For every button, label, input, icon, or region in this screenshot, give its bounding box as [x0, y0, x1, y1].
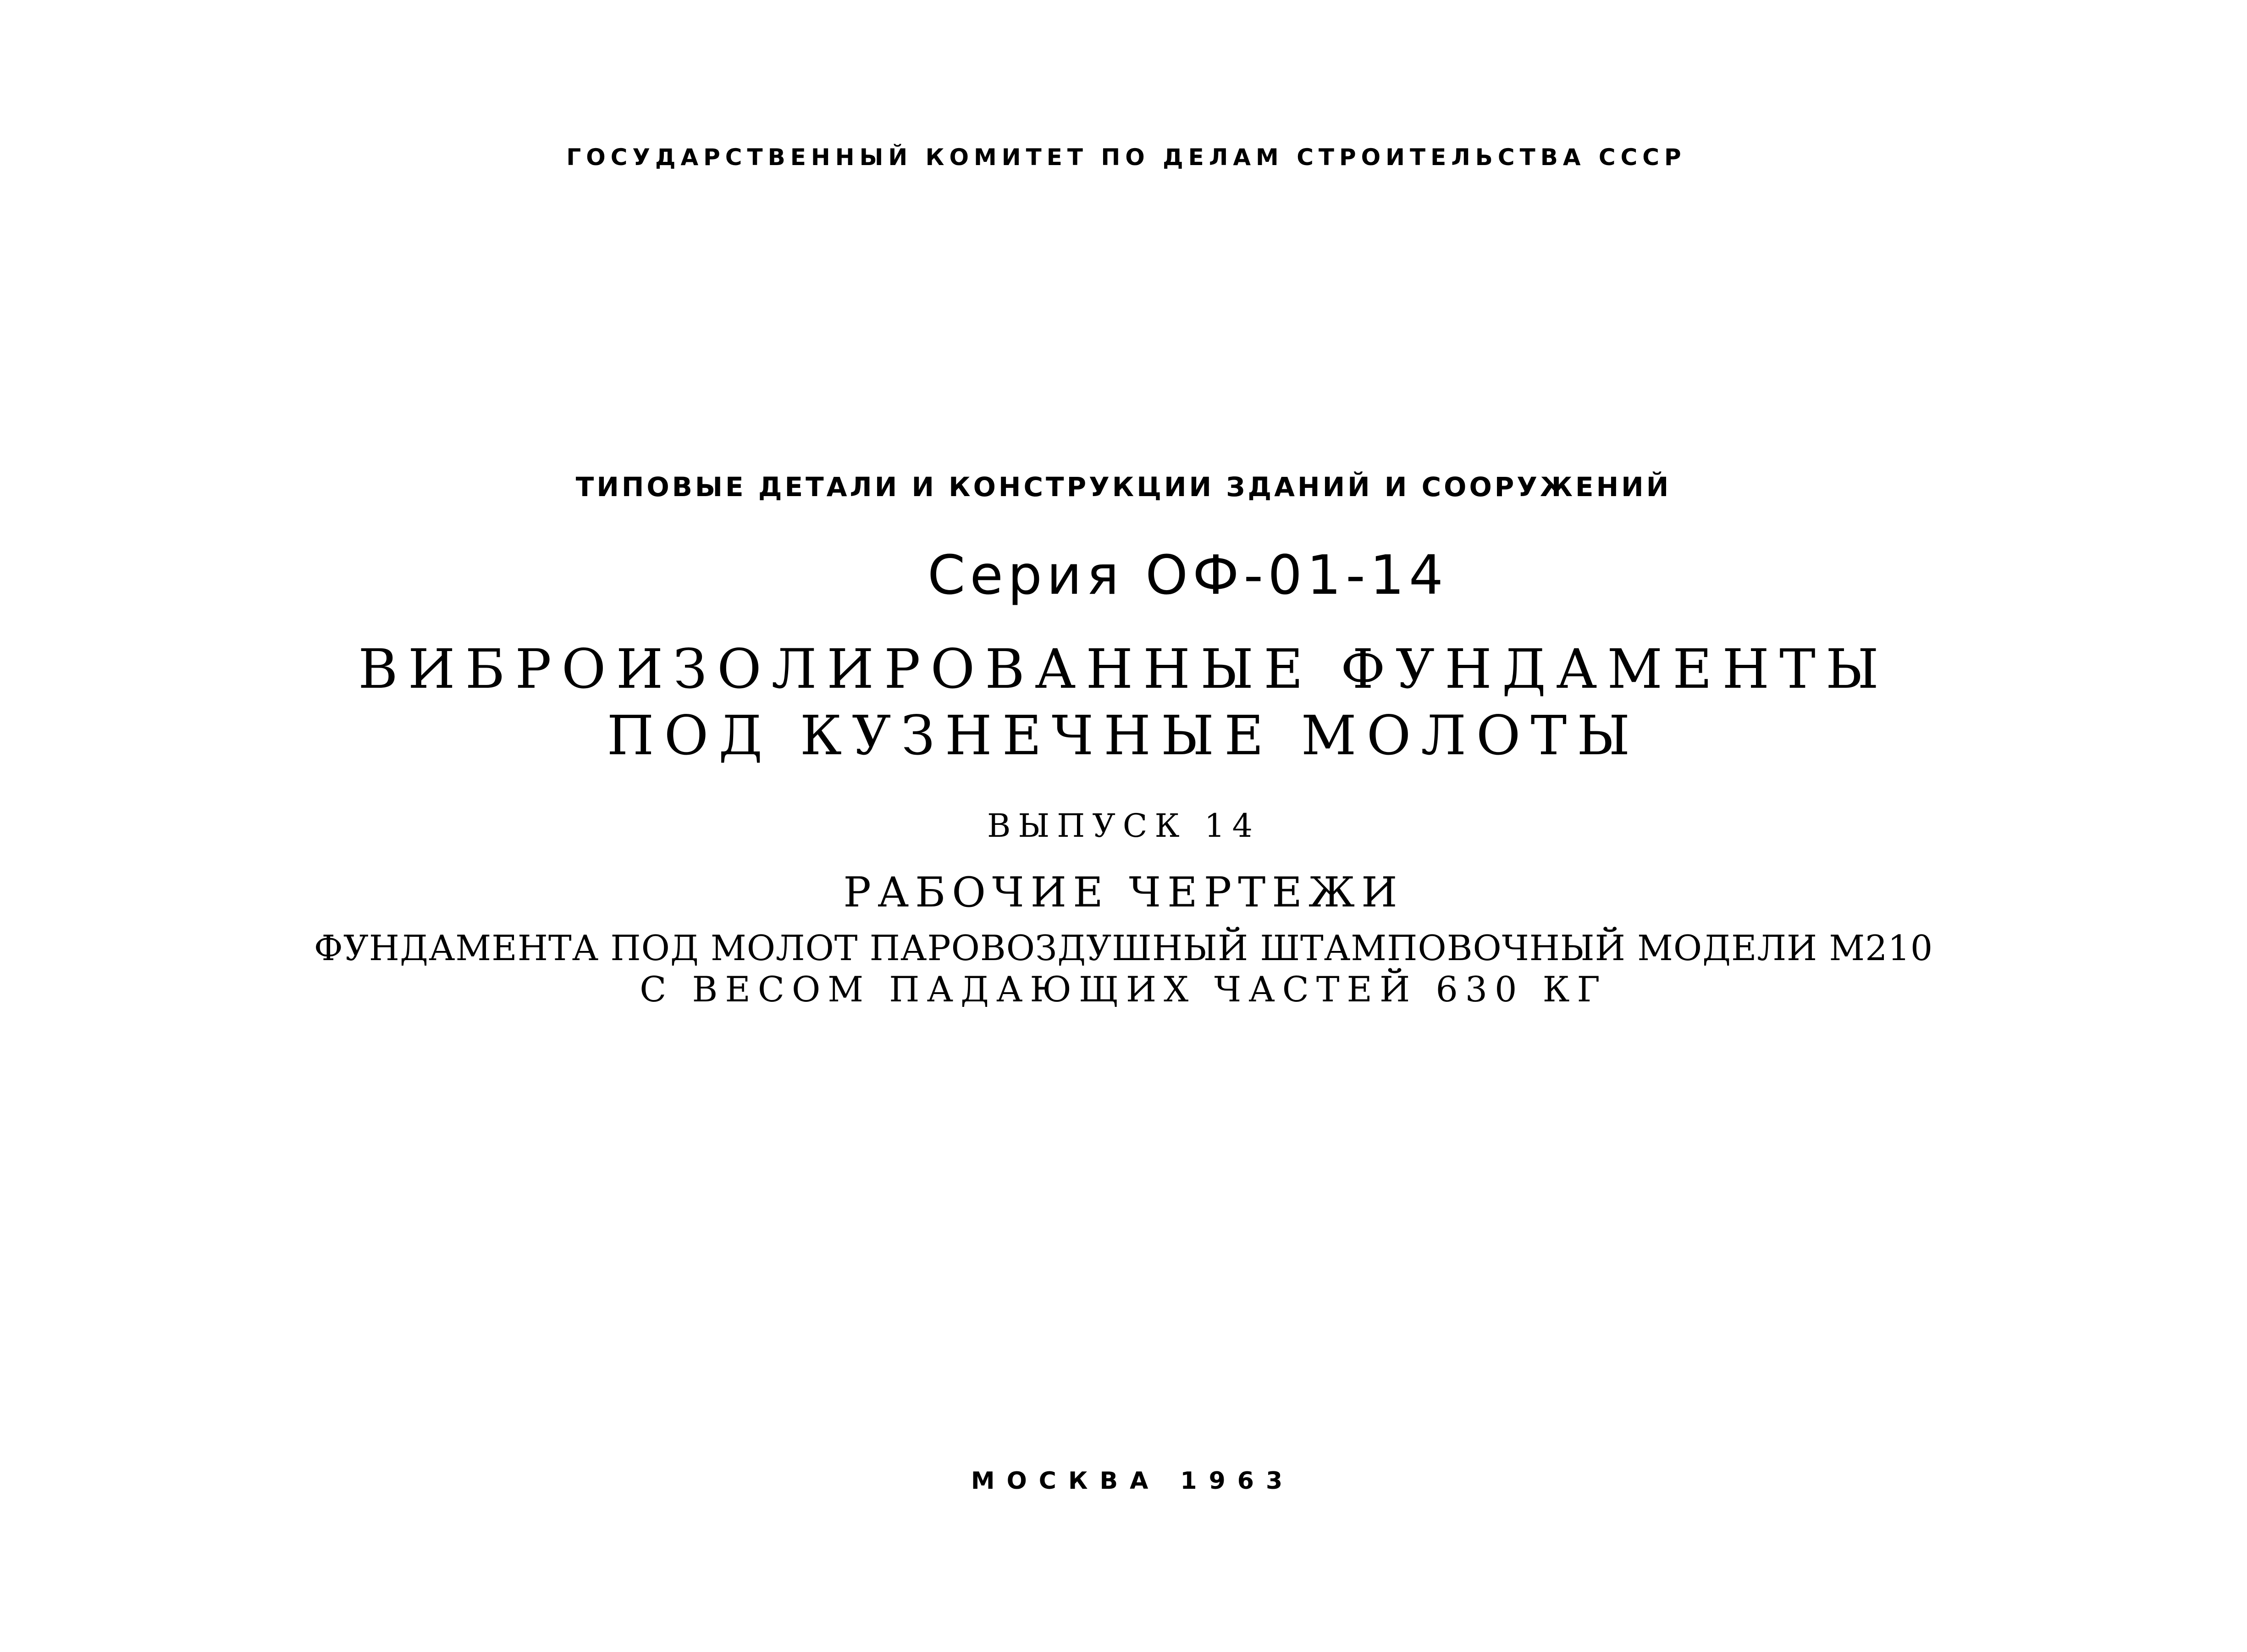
main-title-line-2: ПОД КУЗНЕЧНЫЕ МОЛОТЫ — [607, 704, 1640, 767]
collection-heading: ТИПОВЫЕ ДЕТАЛИ И КОНСТРУКЦИИ ЗДАНИЙ И СООРУЖЕНИЙ — [575, 471, 1672, 503]
subject-line-2: С ВЕСОМ ПАДАЮЩИХ ЧАСТЕЙ 630 КГ — [640, 969, 1607, 1010]
main-title-line-1: ВИБРОИЗОЛИРОВАННЫЕ ФУНДАМЕНТЫ — [358, 637, 1889, 701]
drawings-heading: РАБОЧИЕ ЧЕРТЕЖИ — [843, 868, 1404, 917]
committee-heading: ГОСУДАРСТВЕННЫЙ КОМИТЕТ ПО ДЕЛАМ СТРОИТЕЛЬСТВА СССР — [566, 144, 1686, 171]
series-number: Серия ОФ-01-14 — [928, 543, 1448, 607]
place-and-year: МОСКВА 1963 — [971, 1467, 1295, 1495]
subject-line-1: ФУНДАМЕНТА ПОД МОЛОТ ПАРОВОЗДУШНЫЙ ШТАМПОВОЧНЫЙ МОДЕЛИ М210 — [314, 928, 1933, 968]
issue-number: ВЫПУСК 14 — [987, 807, 1260, 845]
